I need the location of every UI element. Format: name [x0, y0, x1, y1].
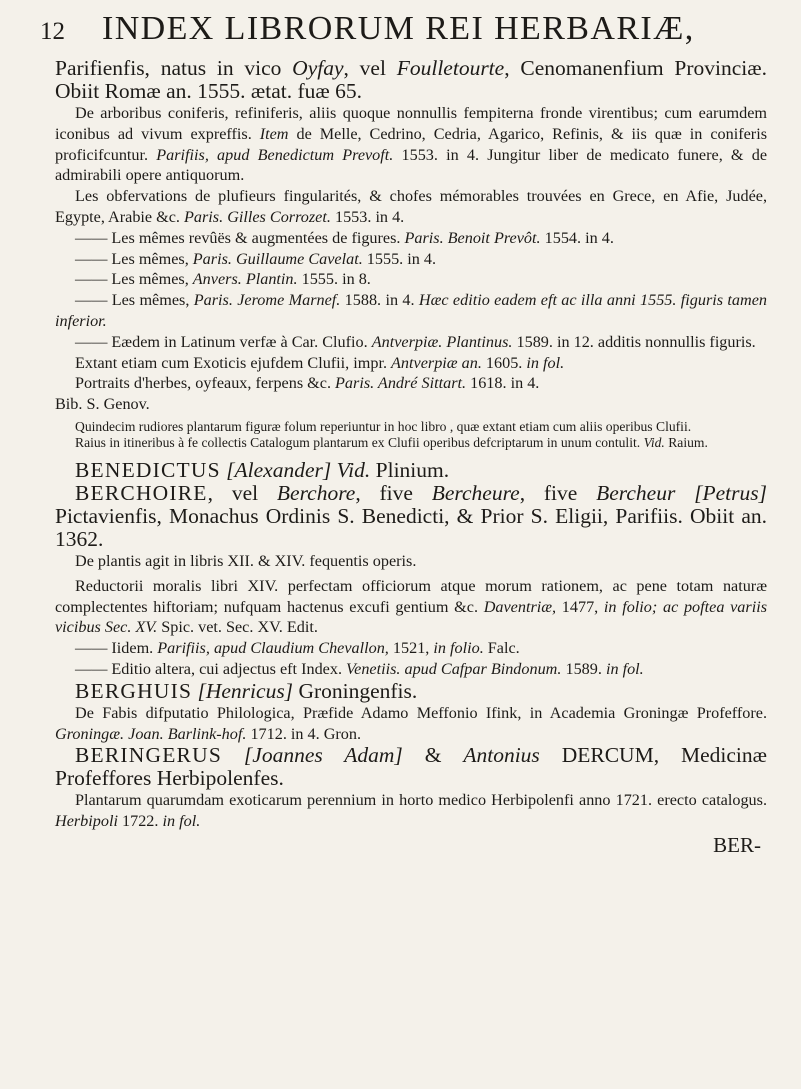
- work-description: Reductorii moralis libri XIV. perfectam officiorum atque morum rationem, ac pene totam naturæ complectentes hiftoriam; nufquam hactenus excufi gentium &c. Daventriæ, 1477, in folio; ac poftea variis vicibus Sec. XV. Spic. vet. Sec. XV. Edit.: [55, 576, 767, 637]
- work-subject: De plantis agit in libris XII. & XIV. fequentis operis.: [75, 551, 417, 570]
- work-description: Extant etiam cum Exoticis ejufdem Clufii, impr. Antverpiæ an. 1605. in fol.: [75, 353, 565, 372]
- work-description: De Fabis difputatio Philologica, Præfide Adamo Meffonio Ifink, in Academia Groningæ Profeffore. Groningæ. Joan. Barlink-hof. 1712. in 4. Gron.: [55, 703, 767, 743]
- footnote: Raius in itineribus à fe collectis Catalogum plantarum ex Clufii operibus defcriptarum in unum contulit. Vid. Raium.: [75, 435, 708, 451]
- entry-benedictus: BENEDICTUS [Alexander] Vid. Plinium.: [75, 457, 450, 482]
- entry-berghuis: BERGHUIS [Henricus] Groningenfis.: [75, 678, 418, 703]
- entry-beringerus: BERINGERUS [Joannes Adam] & Antonius DERCUM, Medicinæ Profeffores Herbipolenfes.: [55, 743, 767, 791]
- page-body: [55, 57, 767, 858]
- edition-line: —— Editio altera, cui adjectus eft Index. Venetiis. apud Cafpar Bindonum. 1589. in fol.: [55, 659, 767, 680]
- entry-berchoire: BERCHOIRE, vel Berchore, five Bercheure, five Bercheur [Petrus] Pictavienfis, Monachus Ordinis S. Benedicti, & Prior S. Eligii, Parifiis. Obiit an. 1362.: [55, 480, 767, 551]
- edition-line: —— Eædem in Latinum verfæ à Car. Clufio. Antverpiæ. Plantinus. 1589. in 12. additis nonnullis figuris.: [55, 332, 767, 353]
- work-description: Portraits d'herbes, oyfeaux, ferpens &c. Paris. André Sittart. 1618. in 4.: [75, 374, 540, 393]
- entry-belon-heading: Parifienfis, natus in vico Oyfay, vel Foulletourte, Cenomanenfium Provinciæ. Obiit Romæ an. 1555. ætat. fuæ 65.: [55, 56, 767, 103]
- edition-line: —— Les mêmes, Paris. Guillaume Cavelat. 1555. in 4.: [55, 249, 767, 270]
- work-description: Les obfervations de plufieurs fingularités, & chofes mémorables trouvées en Grece, en Afie, Judée, Egypte, Arabie &c. Paris. Gilles Corrozet. 1553. in 4.: [55, 187, 767, 226]
- running-title: INDEX LIBRORUM REI HERBARIÆ,: [102, 10, 695, 47]
- work-description: De arboribus coniferis, refiniferis, aliis quoque nonnullis fempiterna fronde virentibus; cum earumdem iconibus ad vivum expreffis. Item de Melle, Cedrino, Cedria, Agarico, Refinis, & iis quæ in coniferis proficifcuntur. Parifiis, apud Benedictum Prevoft. 1553. in 4. Jungitur liber de medicato funere, & de admirabili opere antiquorum.: [55, 104, 767, 185]
- page-number: 12: [40, 18, 65, 45]
- edition-line: —— Les mêmes revûës & augmentées de figures. Paris. Benoit Prevôt. 1554. in 4.: [55, 228, 767, 249]
- author-name: BERGHUIS: [75, 678, 193, 703]
- author-name: BERCHOIRE: [75, 480, 208, 505]
- edition-line: —— Iidem. Parifiis, apud Claudium Chevallon, 1521, in folio. Falc.: [55, 638, 767, 659]
- work-description: Plantarum quarumdam exoticarum perennium in horto medico Herbipolenfi anno 1721. erecto catalogus. Herbipoli 1722. in fol.: [55, 791, 767, 831]
- running-header: [40, 10, 770, 54]
- edition-line: —— Les mêmes, Anvers. Plantin. 1555. in 8.: [55, 269, 767, 290]
- footnote: Quindecim rudiores plantarum figuræ folum reperiuntur in hoc libro , quæ extant etiam cum aliis operibus Clufii.: [75, 418, 692, 434]
- catchword: BER-: [713, 832, 761, 857]
- author-name: BERINGERUS: [75, 743, 222, 768]
- author-name: BENEDICTUS: [75, 457, 221, 482]
- edition-line: —— Les mêmes, Paris. Jerome Marnef. 1588. in 4. Hæc editio eadem eft ac illa anni 1555. figuris tamen inferior.: [55, 290, 767, 332]
- library-reference: Bib. S. Genov.: [55, 395, 150, 414]
